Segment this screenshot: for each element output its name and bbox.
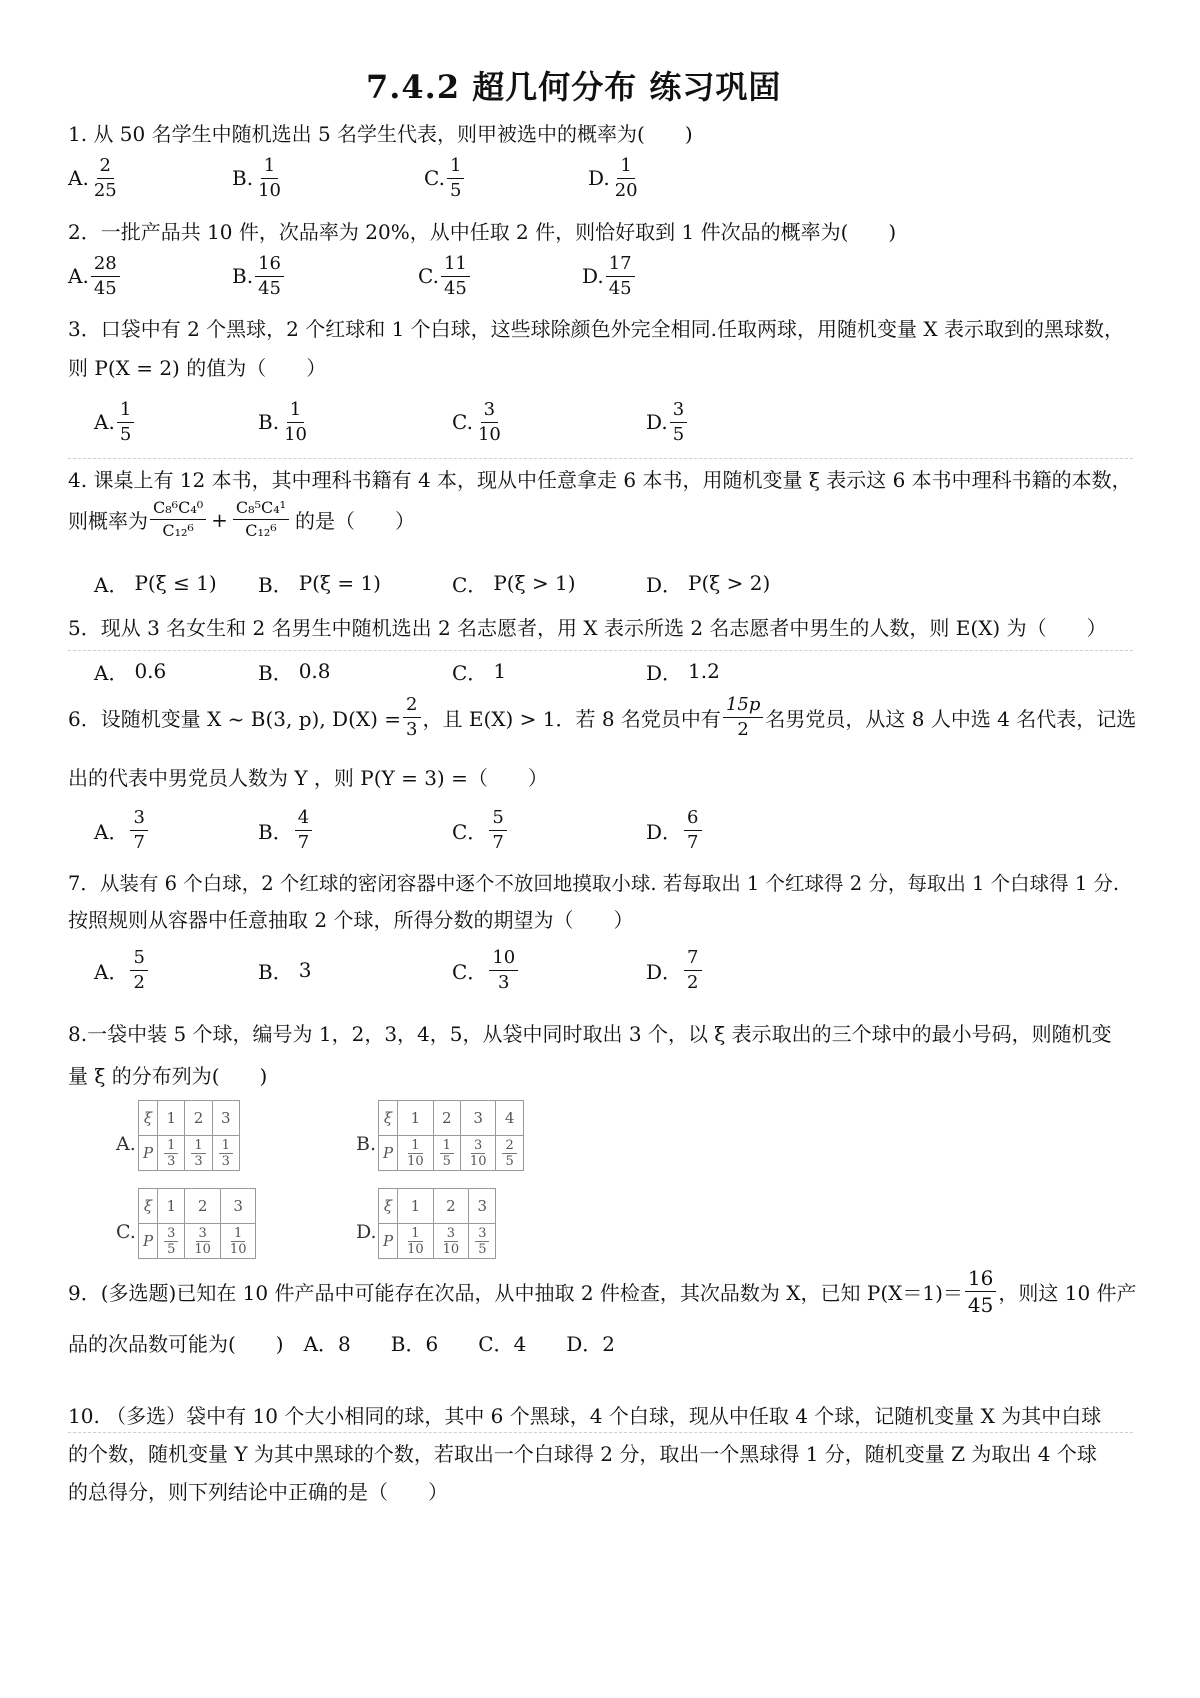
question-9-line1 [68, 1268, 1137, 1315]
question-3-options [94, 396, 1094, 448]
option-fraction: $\frac{17}{45}$ [606, 255, 635, 298]
p-value: $\frac{1}{5}$ [433, 1136, 460, 1171]
option-label: D． [646, 572, 683, 597]
distribution-table [378, 1100, 524, 1171]
question-4-suffix: 的是（ ） [295, 509, 416, 533]
option-value: P(ξ = 1) [298, 571, 381, 595]
q8-option-label: D. [356, 1221, 377, 1243]
xi-value: 2 [433, 1189, 469, 1224]
option-value: P(ξ ≤ 1) [134, 571, 217, 595]
option-d [588, 152, 643, 204]
question-2-stem: 2．一批产品共 10 件，次品率为 20%，从中任取 2 件，则恰好取到 1 件次品的概率为( ) [68, 220, 897, 244]
option-label: D． [646, 660, 683, 685]
xi-header: ξ [139, 1101, 158, 1136]
option-label: A． [94, 819, 129, 844]
option-b [258, 944, 311, 996]
option-value: 3 [298, 958, 312, 982]
option-label: A. [68, 264, 89, 288]
divider [68, 1432, 1133, 1433]
question-7-line1: 7．从装有 6 个白球，2 个红球的密闭容器中逐个不放回地摸取小球. 若每取出 1 个红球得 2 分，每取出 1 个白球得 1 分. [68, 872, 1120, 895]
p-value: $\frac{2}{5}$ [496, 1136, 523, 1171]
distribution-table [378, 1188, 496, 1259]
xi-value: 3 [220, 1189, 256, 1224]
p-value: $\frac{1}{3}$ [185, 1136, 212, 1171]
p-value: $\frac{1}{3}$ [212, 1136, 239, 1171]
option-c [452, 396, 506, 448]
option-label: A． [94, 572, 129, 597]
xi-value: 2 [185, 1189, 221, 1224]
option-b [258, 568, 381, 598]
question-6-part-a: 6．设随机变量 X ~ B(3, p), D(X) = [68, 707, 402, 731]
xi-value: 1 [398, 1189, 434, 1224]
question-6-part-c: 名男党员，从这 8 人中选 4 名代表，记选 [765, 707, 1137, 731]
option-label: B． [258, 959, 293, 984]
option-fraction: $\frac{16}{45}$ [255, 255, 284, 298]
option-label: B. [258, 410, 280, 434]
question-7-options [94, 944, 1094, 996]
question-5-options [94, 656, 1094, 686]
option-d [646, 568, 770, 598]
p-header: P [379, 1224, 398, 1259]
question-10-line3: 的总得分，则下列结论中正确的是（ ） [68, 1480, 448, 1504]
option-fraction: $\frac{10}{3}$ [489, 949, 518, 992]
option-label: D. [582, 264, 604, 288]
option-c [424, 152, 466, 204]
option-label: B. [232, 264, 254, 288]
option-label: C. [424, 166, 445, 190]
option-c [452, 568, 576, 598]
option-label: A． [94, 660, 129, 685]
question-1-stem: 1. 从 50 名学生中随机选出 5 名学生代表，则甲被选中的概率为( ) [68, 122, 693, 146]
p-value: $\frac{1}{3}$ [158, 1136, 185, 1171]
option-fraction: $\frac{3}{7}$ [130, 809, 147, 852]
question-6-line1 [68, 696, 1136, 739]
option-label: C． [452, 819, 488, 844]
question-9-part-b: ，则这 10 件产 [998, 1281, 1137, 1305]
option-label: B. [232, 166, 254, 190]
option-label: C. [452, 410, 473, 434]
question-5-stem: 5．现从 3 名女生和 2 名男生中随机选出 2 名志愿者，用 X 表示所选 2 名志愿者中男生的人数，则 E(X) 为（ ） [68, 616, 1107, 640]
option-fraction: $\frac{2}{25}$ [93, 154, 117, 201]
question-4-fraction-2: $\frac{\text{C₈⁵C₄¹}}{\text{C₁₂⁶}}$ [233, 500, 289, 539]
option-b [232, 250, 286, 302]
question-8-line1: 8.一袋中装 5 个球，编号为 1，2，3，4，5，从袋中同时取出 3 个，以 ξ 表示取出的三个球中的最小号码，则随机变 [68, 1022, 1112, 1046]
option-label: D． [646, 819, 683, 844]
option-label: A. [68, 166, 89, 190]
option-value: P(ξ > 1) [493, 571, 576, 595]
question-4-line2 [68, 500, 415, 539]
option-label: C． [452, 660, 488, 685]
p-value: $\frac{3}{10}$ [460, 1136, 496, 1171]
option-fraction: $\frac{5}{7}$ [489, 809, 506, 852]
option-d [582, 250, 637, 302]
option-d [646, 944, 704, 996]
option-value: P(ξ > 2) [688, 571, 771, 595]
option-b [232, 152, 286, 204]
divider [68, 458, 1133, 459]
question-8-line2: 量 ξ 的分布列为( ) [68, 1064, 268, 1088]
option-fraction: $\frac{1}{10}$ [284, 398, 307, 445]
option-label: B． [258, 819, 293, 844]
question-4-options [94, 568, 1094, 598]
question-6-part-b: ，且 E(X) > 1．若 8 名党员中有 [422, 707, 721, 731]
option-a [94, 396, 136, 448]
option-c [452, 656, 506, 686]
option-fraction: $\frac{7}{2}$ [684, 949, 701, 992]
q8-option-label: A. [116, 1133, 136, 1155]
option-d [646, 656, 720, 686]
p-value: $\frac{1}{10}$ [398, 1136, 434, 1171]
option-a [68, 152, 122, 204]
option-label: C. [418, 264, 439, 288]
question-3-line2: 则 P(X = 2) 的值为（ ） [68, 356, 327, 380]
option-fraction: $\frac{1}{5}$ [447, 157, 464, 200]
option-fraction: $\frac{1}{10}$ [258, 154, 281, 201]
page-title: 7.4.2 超几何分布 练习巩固 [366, 68, 782, 106]
xi-header: ξ [379, 1189, 398, 1224]
distribution-table [138, 1100, 240, 1171]
option-a [68, 250, 122, 302]
option-a [94, 944, 150, 996]
option-fraction: $\frac{3}{10}$ [477, 398, 501, 445]
xi-value: 2 [433, 1101, 460, 1136]
question-3-line1: 3．口袋中有 2 个黑球，2 个红球和 1 个白球，这些球除颜色外完全相同.任取两球，用随机变量 X 表示取到的黑球数， [68, 317, 1124, 341]
question-9-part-a: 9．(多选题)已知在 10 件产品中可能存在次品，从中抽取 2 件检查，其次品数为 X，已知 P(X＝1)＝ [68, 1281, 963, 1305]
xi-value: 3 [469, 1189, 496, 1224]
option-value: 1.2 [688, 659, 720, 683]
p-header: P [379, 1136, 398, 1171]
option-label: D. [588, 166, 610, 190]
xi-header: ξ [379, 1101, 398, 1136]
distribution-table [138, 1188, 256, 1259]
xi-value: 1 [158, 1189, 185, 1224]
option-fraction: $\frac{6}{7}$ [684, 809, 701, 852]
xi-value: 1 [158, 1101, 185, 1136]
p-value: $\frac{3}{5}$ [158, 1224, 185, 1259]
option-fraction: $\frac{5}{2}$ [130, 949, 147, 992]
option-label: B． [258, 572, 293, 597]
option-label: C． [452, 959, 488, 984]
question-4-line1: 4. 课桌上有 12 本书，其中理科书籍有 4 本，现从中任意拿走 6 本书，用随机变量 ξ 表示这 6 本书中理科书籍的本数， [68, 468, 1132, 492]
option-fraction: $\frac{11}{45}$ [441, 255, 470, 298]
option-a [94, 804, 150, 856]
option-label: D. [646, 410, 668, 434]
option-value: 1 [493, 659, 507, 683]
p-header: P [139, 1136, 158, 1171]
plus-sign: + [211, 507, 228, 532]
option-label: A. [94, 410, 115, 434]
option-b [258, 804, 314, 856]
question-9-line2: 品的次品数可能为( ) A．8 B．6 C．4 D．2 [68, 1332, 615, 1356]
option-b [258, 656, 331, 686]
option-label: A． [94, 959, 129, 984]
question-9-fraction: $\frac{16}{45}$ [965, 1268, 996, 1315]
p-value: $\frac{3}{10}$ [185, 1224, 221, 1259]
option-fraction: $\frac{4}{7}$ [295, 809, 312, 852]
xi-value: 2 [185, 1101, 212, 1136]
q8-option-label: C. [116, 1221, 136, 1243]
option-c [452, 944, 520, 996]
option-b [258, 396, 312, 448]
question-10-line1: 10. （多选）袋中有 10 个大小相同的球，其中 6 个黑球，4 个白球，现从中任取 4 个球，记随机变量 X 为其中白球 [68, 1404, 1102, 1428]
option-value: 0.6 [134, 659, 167, 683]
xi-value: 3 [212, 1101, 239, 1136]
option-d [646, 396, 689, 448]
question-10-line2: 的个数，随机变量 Y 为其中黑球的个数，若取出一个白球得 2 分，取出一个黑球得 1 分，随机变量 Z 为取出 4 个球 [68, 1442, 1097, 1466]
question-4-prefix: 则概率为 [68, 509, 148, 533]
option-a [94, 656, 166, 686]
divider [68, 650, 1133, 651]
p-value: $\frac{1}{10}$ [398, 1224, 434, 1259]
xi-value: 1 [398, 1101, 434, 1136]
q8-option-label: B. [356, 1133, 377, 1155]
option-c [452, 804, 509, 856]
option-value: 0.8 [298, 659, 331, 683]
option-c [418, 250, 472, 302]
p-value: $\frac{3}{5}$ [469, 1224, 496, 1259]
question-1-options [68, 152, 1068, 204]
question-6-options [94, 804, 1094, 856]
option-label: C． [452, 572, 488, 597]
question-6-fraction-a: $\frac{2}{3}$ [403, 696, 420, 739]
p-value: $\frac{3}{10}$ [433, 1224, 469, 1259]
xi-value: 3 [460, 1101, 496, 1136]
question-7-line2: 按照规则从容器中任意抽取 2 个球，所得分数的期望为（ ） [68, 908, 634, 932]
xi-value: 4 [496, 1101, 523, 1136]
option-fraction: $\frac{3}{5}$ [670, 401, 687, 444]
option-label: D． [646, 959, 683, 984]
option-fraction: $\frac{28}{45}$ [91, 255, 120, 298]
question-2-options [68, 250, 1068, 302]
option-fraction: $\frac{1}{5}$ [117, 401, 134, 444]
xi-header: ξ [139, 1189, 158, 1224]
question-4-fraction-1: $\frac{\text{C₈⁶C₄⁰}}{\text{C₁₂⁶}}$ [150, 500, 206, 539]
question-6-line2: 出的代表中男党员人数为 Y ，则 P(Y = 3) =（ ） [68, 766, 548, 790]
option-fraction: $\frac{1}{20}$ [614, 154, 638, 201]
option-label: B． [258, 660, 293, 685]
p-header: P [139, 1224, 158, 1259]
option-d [646, 804, 704, 856]
question-6-fraction-b: $\frac{15p}{2}$ [723, 696, 763, 739]
option-a [94, 568, 217, 598]
p-value: $\frac{1}{10}$ [220, 1224, 256, 1259]
